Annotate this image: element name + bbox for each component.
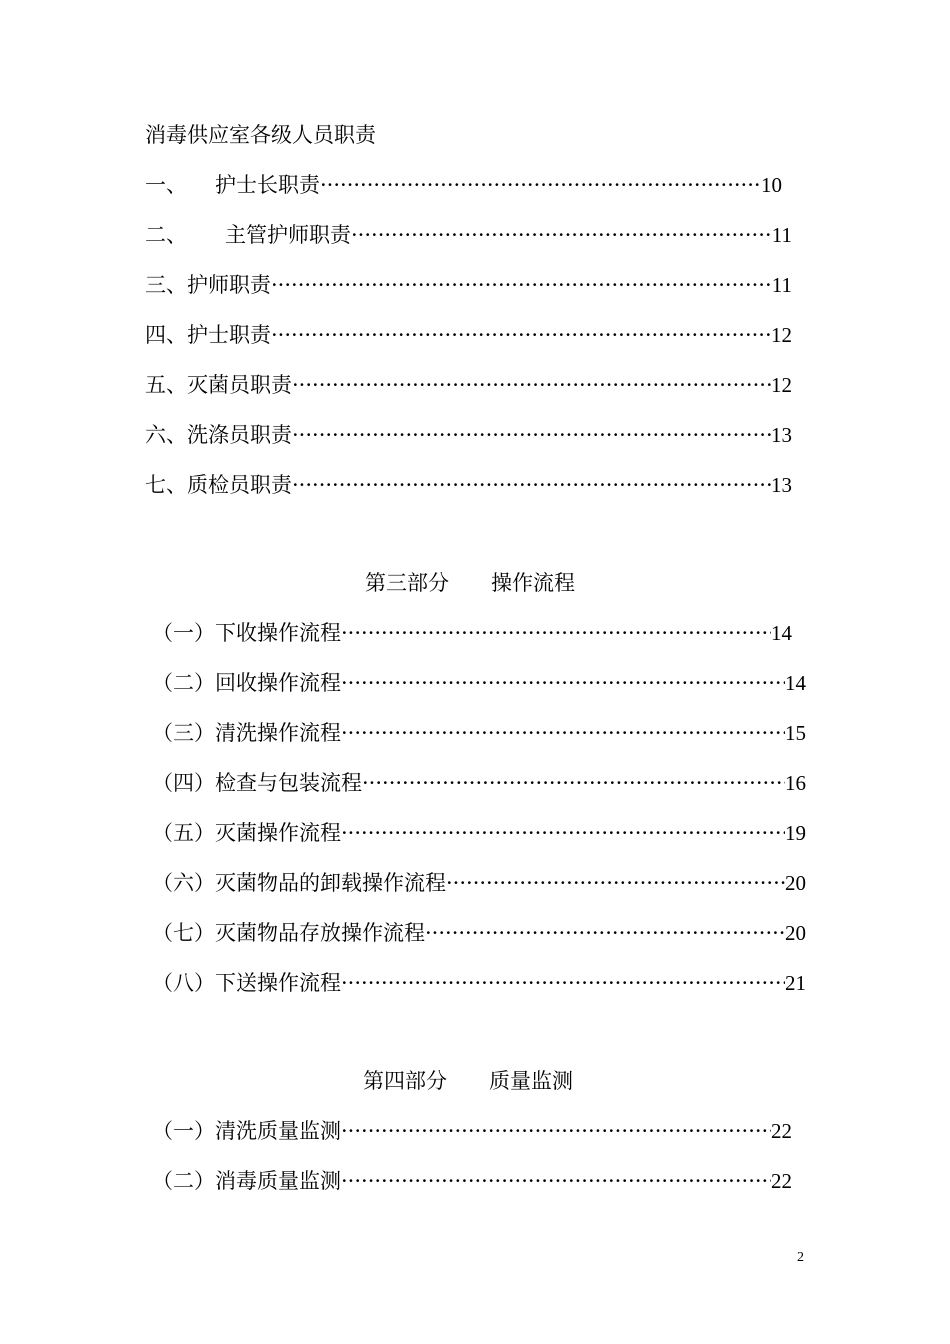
toc-entry-label: 护士职责	[187, 323, 271, 347]
toc-entry-page: 11	[771, 223, 792, 247]
toc-leader-dots	[292, 470, 771, 500]
toc-entry	[152, 918, 806, 948]
toc-entry-page: 12	[771, 323, 792, 347]
toc-entry-label: 灭菌员职责	[187, 373, 292, 397]
toc-entry-number: （七）	[152, 921, 215, 945]
toc-leader-dots	[362, 768, 785, 798]
toc-leader-dots	[320, 170, 761, 200]
toc-leader-dots	[271, 270, 772, 300]
toc-leader-dots	[341, 718, 785, 748]
toc-leader-dots	[292, 370, 771, 400]
toc-leader-dots	[341, 1166, 771, 1196]
toc-leader-dots	[341, 818, 785, 848]
toc-entry-number: 一、	[145, 173, 187, 197]
section-title-part4: 第四部分 质量监测	[363, 1069, 573, 1093]
toc-entry-page: 19	[785, 821, 806, 845]
toc-entry-page: 21	[785, 971, 806, 995]
toc-entry-label: 主管护师职责	[225, 223, 351, 247]
toc-entry-number: （三）	[152, 721, 215, 745]
toc-entry	[145, 270, 792, 300]
toc-leader-dots	[341, 618, 771, 648]
toc-leader-dots	[341, 668, 785, 698]
toc-entry	[145, 420, 792, 450]
toc-entry-label: 下送操作流程	[215, 971, 341, 995]
toc-entry-number: （一）	[152, 1119, 215, 1143]
toc-entry	[152, 1116, 792, 1146]
toc-entry-page: 14	[771, 621, 792, 645]
toc-leader-dots	[351, 220, 772, 250]
toc-leader-dots	[446, 868, 785, 898]
toc-entry	[145, 370, 792, 400]
toc-entry-page: 22	[771, 1169, 792, 1193]
toc-entry-number: （四）	[152, 771, 215, 795]
toc-entry-page: 20	[785, 871, 806, 895]
toc-entry-page: 20	[785, 921, 806, 945]
toc-entry-page: 12	[771, 373, 792, 397]
toc-entry-label: 灭菌物品存放操作流程	[215, 921, 425, 945]
toc-entry-label: 灭菌操作流程	[215, 821, 341, 845]
toc-entry-label: 消毒质量监测	[215, 1169, 341, 1193]
toc-entry-label: 回收操作流程	[215, 671, 341, 695]
toc-entry-page: 11	[771, 273, 792, 297]
toc-heading: 消毒供应室各级人员职责	[145, 123, 376, 147]
toc-entry-number: 三、	[145, 273, 187, 297]
toc-entry	[145, 320, 792, 350]
toc-entry-label: 护师职责	[187, 273, 271, 297]
toc-entry	[152, 818, 806, 848]
toc-entry	[152, 1166, 792, 1196]
toc-entry-label: 洗涤员职责	[187, 423, 292, 447]
toc-entry-number: 七、	[145, 473, 187, 497]
toc-entry-number: （五）	[152, 821, 215, 845]
toc-leader-dots	[341, 1116, 771, 1146]
toc-entry-label: 灭菌物品的卸载操作流程	[215, 871, 446, 895]
toc-entry-page: 15	[785, 721, 806, 745]
toc-entry	[152, 668, 806, 698]
toc-entry-number: 四、	[145, 323, 187, 347]
toc-entry	[145, 220, 792, 250]
toc-entry-number: （二）	[152, 671, 215, 695]
toc-entry-label: 护士长职责	[215, 173, 320, 197]
toc-entry-number: （一）	[152, 621, 215, 645]
toc-entry-page: 22	[771, 1119, 792, 1143]
toc-entry-page: 10	[761, 173, 782, 197]
toc-entry	[145, 470, 792, 500]
toc-entry	[152, 868, 806, 898]
toc-entry-number: 六、	[145, 423, 187, 447]
toc-entry-number: （八）	[152, 971, 215, 995]
toc-leader-dots	[292, 420, 771, 450]
toc-entry-page: 13	[771, 473, 792, 497]
toc-entry-number: 五、	[145, 373, 187, 397]
toc-entry-label: 清洗操作流程	[215, 721, 341, 745]
toc-leader-dots	[425, 918, 785, 948]
toc-entry-page: 14	[785, 671, 806, 695]
toc-entry	[152, 718, 806, 748]
section-title-part3: 第三部分 操作流程	[365, 571, 575, 595]
toc-entry-page: 16	[785, 771, 806, 795]
toc-entry-label: 质检员职责	[187, 473, 292, 497]
toc-entry-number: （六）	[152, 871, 215, 895]
toc-entry	[152, 618, 792, 648]
toc-leader-dots	[341, 968, 785, 998]
toc-entry-page: 13	[771, 423, 792, 447]
toc-entry-label: 检查与包装流程	[215, 771, 362, 795]
toc-entry-number: 二、	[145, 223, 187, 247]
toc-entry-number: （二）	[152, 1169, 215, 1193]
toc-entry	[152, 768, 806, 798]
page-number: 2	[797, 1250, 804, 1265]
toc-leader-dots	[271, 320, 771, 350]
toc-entry-label: 下收操作流程	[215, 621, 341, 645]
toc-entry-label: 清洗质量监测	[215, 1119, 341, 1143]
toc-entry	[145, 170, 782, 200]
toc-entry	[152, 968, 806, 998]
